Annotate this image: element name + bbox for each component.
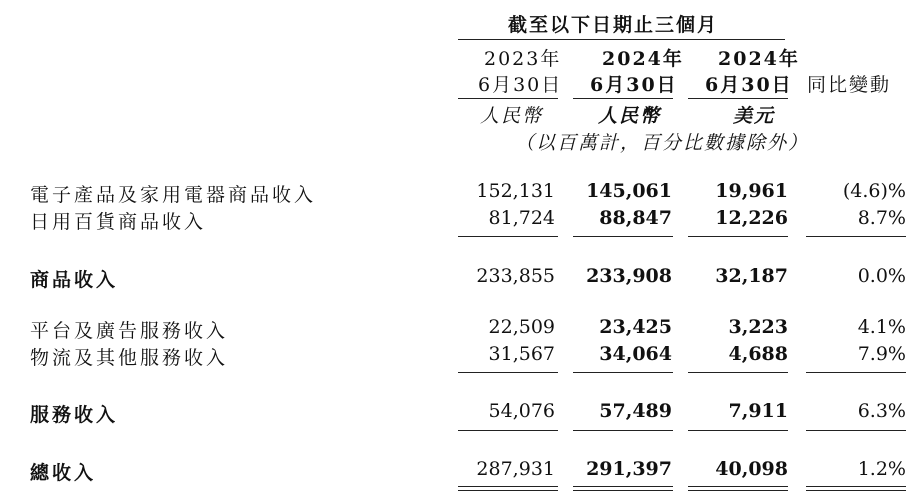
cell-usd: 4,688 xyxy=(728,343,788,365)
currency-rmb-1: 人民幣 xyxy=(480,105,544,127)
cell-usd: 7,911 xyxy=(728,400,788,422)
row-label: 平台及廣告服務收入 xyxy=(30,320,229,342)
cell-usd: 19,961 xyxy=(715,180,788,202)
unit-note: （以百萬計，百分比數據除外） xyxy=(515,132,810,154)
cell-2024: 57,489 xyxy=(599,400,672,422)
cell-usd: 12,226 xyxy=(715,207,788,229)
cell-yoy: 8.7% xyxy=(857,207,906,229)
cell-2023: 54,076 xyxy=(488,400,555,422)
cell-2023: 22,509 xyxy=(488,316,555,338)
row-label: 電子產品及家用電器商品收入 xyxy=(30,184,317,206)
cell-yoy: 6.3% xyxy=(857,400,906,422)
cell-2024: 233,908 xyxy=(586,265,672,287)
row-label: 日用百貨商品收入 xyxy=(30,211,207,233)
col-2023-date: 6月30日 xyxy=(478,74,563,96)
total-rule xyxy=(806,430,906,431)
total-double-rule xyxy=(458,486,558,491)
subtotal-rule xyxy=(806,236,906,237)
cell-yoy: 0.0% xyxy=(857,265,906,287)
col-2024-rule xyxy=(573,98,673,99)
subtotal-rule xyxy=(688,236,788,237)
cell-usd: 3,223 xyxy=(728,316,788,338)
subtotal-rule xyxy=(806,372,906,373)
cell-2023: 233,855 xyxy=(476,265,555,287)
currency-usd: 美元 xyxy=(733,105,776,127)
cell-2024: 291,397 xyxy=(586,458,672,480)
subtotal-rule xyxy=(573,372,673,373)
col-yoy-header: 同比變動 xyxy=(807,74,892,96)
cell-2024: 34,064 xyxy=(599,343,672,365)
cell-2024: 88,847 xyxy=(599,207,672,229)
cell-yoy: 7.9% xyxy=(857,343,906,365)
period-header: 截至以下日期止三個月 xyxy=(508,14,719,36)
col-usd-year: 2024年 xyxy=(718,48,800,70)
period-header-rule xyxy=(458,39,785,40)
col-2024-year: 2024年 xyxy=(602,48,684,70)
total-rule xyxy=(688,430,788,431)
col-2023-year: 2023年 xyxy=(484,48,562,70)
cell-2023: 31,567 xyxy=(488,343,555,365)
cell-2023: 81,724 xyxy=(488,207,555,229)
total-rule xyxy=(458,430,558,431)
row-label-subtotal: 商品收入 xyxy=(30,269,119,291)
cell-2024: 145,061 xyxy=(586,180,672,202)
subtotal-rule xyxy=(573,236,673,237)
cell-yoy: (4.6)% xyxy=(842,180,906,202)
col-2024-date: 6月30日 xyxy=(590,74,678,96)
cell-usd: 32,187 xyxy=(715,265,788,287)
subtotal-rule xyxy=(688,372,788,373)
col-usd-date: 6月30日 xyxy=(705,74,793,96)
cell-2023: 287,931 xyxy=(476,458,555,480)
cell-yoy: 4.1% xyxy=(857,316,906,338)
cell-yoy: 1.2% xyxy=(857,458,906,480)
cell-usd: 40,098 xyxy=(715,458,788,480)
col-usd-rule xyxy=(688,98,788,99)
row-label: 物流及其他服務收入 xyxy=(30,347,229,369)
total-double-rule xyxy=(806,486,906,491)
total-double-rule xyxy=(573,486,673,491)
cell-2024: 23,425 xyxy=(599,316,672,338)
row-label-subtotal: 服務收入 xyxy=(30,404,119,426)
total-double-rule xyxy=(688,486,788,491)
total-rule xyxy=(573,430,673,431)
col-2023-rule xyxy=(458,98,558,99)
subtotal-rule xyxy=(458,236,558,237)
cell-2023: 152,131 xyxy=(476,180,555,202)
subtotal-rule xyxy=(458,372,558,373)
row-label-total: 總收入 xyxy=(30,462,97,484)
currency-rmb-2: 人民幣 xyxy=(598,105,662,127)
